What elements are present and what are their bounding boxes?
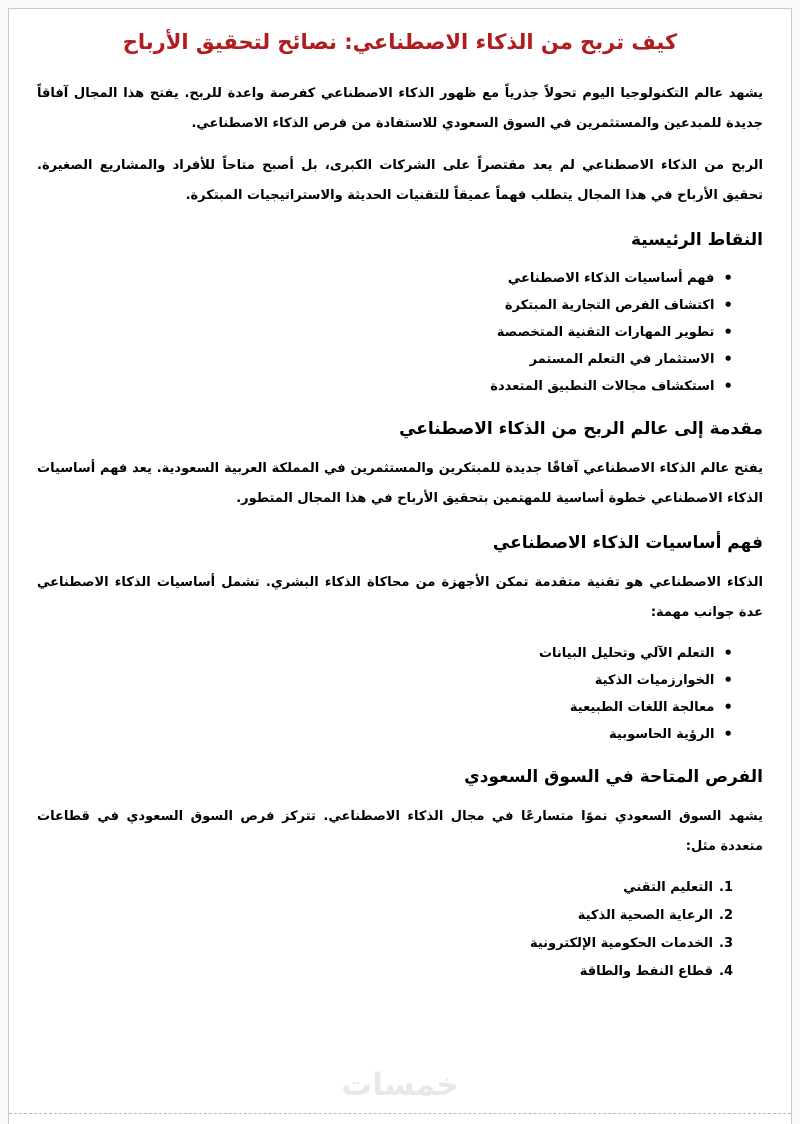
khamsat-watermark: خمسات [341,1067,459,1103]
section-heading-intro-profit: مقدمة إلى عالم الربح من الذكاء الاصطناعي [399,419,763,439]
numbered-item [37,874,733,902]
saudi-market-paragraph: يشهد السوق السعودي نموًا متسارعًا في مجال الذكاء الاصطناعي. تتركز فرص السوق السعودي في قطاعات متعددة مثل: [37,809,763,854]
bullet-icon: • [723,323,733,341]
item-label: الرؤية الحاسوبية [609,727,715,742]
page-title: كيف تربح من الذكاء الاصطناعي: نصائح لتحقيق الأرباح [122,30,678,54]
intro-paragraph-2: الربح من الذكاء الاصطناعي لم يعد مقتصراً على الشركات الكبرى، بل أصبح متاحاً للأفراد والمشاريع الصغيرة. تحقيق الأرباح في هذا المجال يتطلب فهماً عميقاً للتقنيات الحديثة والاستراتيجيات المبتكرة. [37,158,763,203]
item-number: 1. [719,880,733,895]
saudi-market-numbered-list [37,874,733,986]
bullet-icon: • [723,269,733,287]
item-label: تطوير المهارات التقنية المتخصصة [496,325,715,340]
numbered-item [37,902,733,930]
item-number: 3. [719,936,733,951]
list-item [37,640,733,667]
item-label: التعلم الآلي وتحليل البيانات [538,646,715,661]
list-item [37,694,733,721]
item-label: قطاع النفط والطاقة [579,964,713,979]
numbered-item [37,958,733,986]
bullet-icon: • [723,377,733,395]
intro-paragraph-1: يشهد عالم التكنولوجيا اليوم تحولاً جذرياً مع ظهور الذكاء الاصطناعي كفرصة واعدة للربح. يفتح هذا المجال آفاقاً جديدة للمبدعين والمستثمرين في السوق السعودي للاستفادة من فرص الذكاء الاصطناعي. [37,86,763,131]
intro-profit-paragraph: يفتح عالم الذكاء الاصطناعي آفاقًا جديدة للمبتكرين والمستثمرين في المملكة العربية السعودية. يعد فهم أساسيات الذكاء الاصطناعي خطوة أساسية للمهتمين بتحقيق الأرباح في هذا المجال المتطور. [37,461,763,506]
section-heading-key-points: النقاط الرئيسية [631,230,763,250]
basics-list [37,640,733,748]
document-content [9,9,791,986]
list-item [37,721,733,748]
item-label: الخوارزميات الذكية [594,673,715,688]
list-item [37,346,733,373]
item-label: استكشاف مجالات التطبيق المتعددة [490,379,715,394]
section-heading-saudi-market: الفرص المتاحة في السوق السعودي [464,767,763,787]
item-label: التعليم التقني [623,880,713,895]
bullet-icon: • [723,671,733,689]
item-number: 4. [719,964,733,979]
item-label: فهم أساسيات الذكاء الاصطناعي [507,271,715,286]
item-label: معالجة اللغات الطبيعية [569,700,715,715]
list-item [37,265,733,292]
list-item [37,373,733,400]
bullet-icon: • [723,350,733,368]
bullet-icon: • [723,698,733,716]
bullet-icon: • [723,296,733,314]
key-points-list [37,265,733,400]
bullet-icon: • [723,644,733,662]
bullet-icon: • [723,725,733,743]
list-item [37,292,733,319]
section-heading-basics: فهم أساسيات الذكاء الاصطناعي [492,533,763,553]
list-item [37,319,733,346]
list-item [37,667,733,694]
numbered-item [37,930,733,958]
item-label: الخدمات الحكومية الإلكترونية [529,936,713,951]
item-number: 2. [719,908,733,923]
basics-paragraph: الذكاء الاصطناعي هو تقنية متقدمة تمكن الأجهزة من محاكاة الذكاء البشري. تشمل أساسيات الذكاء الاصطناعي عدة جوانب مهمة: [37,575,763,620]
page-break-divider [9,1113,791,1114]
item-label: الاستثمار في التعلم المستمر [529,352,715,367]
document-page [8,8,792,1124]
item-label: اكتشاف الفرص التجارية المبتكرة [504,298,715,313]
item-label: الرعاية الصحية الذكية [577,908,713,923]
